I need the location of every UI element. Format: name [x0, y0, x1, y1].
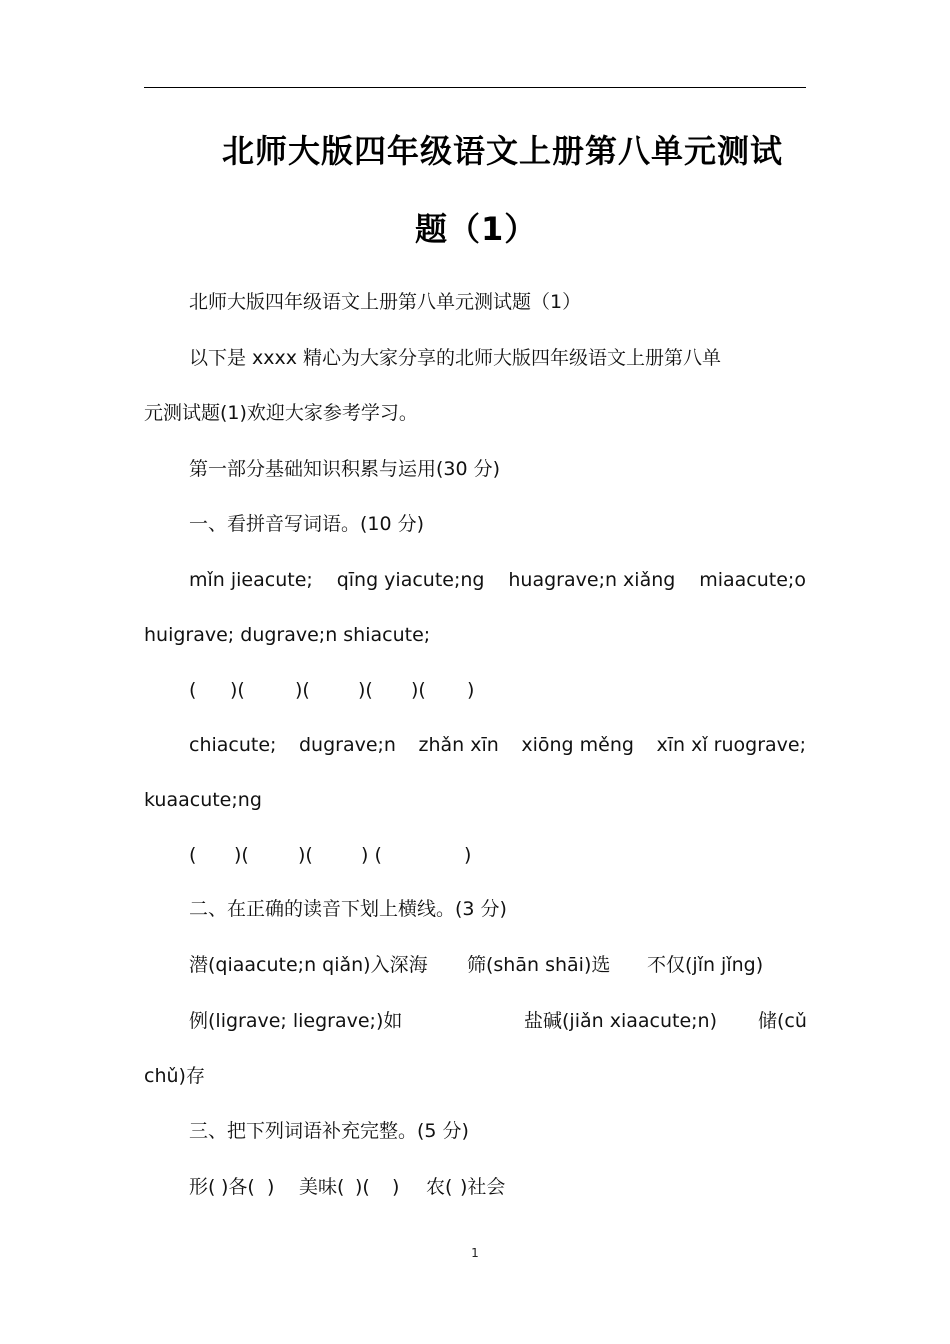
section2-heading: 二、在正确的读音下划上横线。(3 分): [189, 898, 507, 920]
reading-row-2-wrap: chǔ)存: [144, 1065, 205, 1087]
word-fragment: ): [267, 1176, 275, 1198]
reading-item: 盐碱(jiǎn xiaacute;n): [524, 1010, 717, 1032]
reading-item: 储(cǔ: [758, 1010, 807, 1032]
reading-row-1: [189, 952, 763, 978]
pinyin-item: mǐn jieacute;: [189, 569, 313, 591]
pinyin-item: dugrave;n: [298, 734, 396, 756]
blank-paren: )(: [411, 679, 426, 701]
blank-paren: )(: [295, 679, 310, 701]
reading-item: 筛(shān shāi)选: [467, 954, 611, 976]
word-fragment: 美味(: [299, 1176, 345, 1198]
intro-paragraph-line2: 元测试题(1)欢迎大家参考学习。: [144, 402, 418, 424]
document-subtitle: 北师大版四年级语文上册第八单元测试题（1）: [189, 291, 582, 313]
page-number: 1: [471, 1246, 479, 1260]
pinyin-item: huagrave;n xiǎng: [508, 569, 676, 591]
reading-item: 不仅(jǐn jǐng): [647, 954, 764, 976]
reading-item: 例(ligrave; liegrave;)如: [189, 1010, 403, 1032]
word-fragment: 农(: [426, 1176, 453, 1198]
pinyin-row-2: [189, 732, 806, 758]
pinyin-row-1-wrap: huigrave; dugrave;n shiacute;: [144, 624, 431, 646]
blank-paren: (: [189, 679, 197, 701]
pinyin-row-2-wrap: kuaacute;ng: [144, 789, 262, 811]
pinyin-item: zhǎn xīn: [418, 734, 499, 756]
answer-blanks-row-2: [189, 842, 471, 868]
pinyin-item: xīn xǐ ruograve;: [656, 734, 806, 756]
word-fragment: )各(: [221, 1176, 255, 1198]
word-fragment: ): [392, 1176, 400, 1198]
pinyin-item: qīng yiacute;ng: [336, 569, 485, 591]
pinyin-row-1: [189, 567, 806, 593]
word-fragment: 形(: [189, 1176, 216, 1198]
complete-words-row: [189, 1174, 505, 1200]
blank-paren: )(: [230, 679, 245, 701]
document-title-line1: 北师大版四年级语文上册第八单元测试: [222, 132, 784, 170]
blank-paren: ): [464, 844, 472, 866]
document-title-line2: 题（1）: [415, 210, 538, 248]
header-rule: [144, 87, 806, 88]
blank-paren: )(: [234, 844, 249, 866]
section1-heading: 一、看拼音写词语。(10 分): [189, 513, 425, 535]
pinyin-item: chiacute;: [189, 734, 277, 756]
word-fragment: )(: [355, 1176, 370, 1198]
blank-paren: )(: [298, 844, 313, 866]
word-fragment: )社会: [460, 1176, 506, 1198]
blank-paren: ): [467, 679, 475, 701]
blank-paren: (: [189, 844, 197, 866]
reading-row-2: [189, 1008, 807, 1034]
answer-blanks-row-1: [189, 677, 474, 703]
blank-paren: )(: [358, 679, 373, 701]
section3-heading: 三、把下列词语补充完整。(5 分): [189, 1120, 469, 1142]
intro-paragraph-line1: 以下是 xxxx 精心为大家分享的北师大版四年级语文上册第八单: [189, 347, 722, 369]
part1-heading: 第一部分基础知识积累与运用(30 分): [189, 458, 501, 480]
blank-paren: ) (: [361, 844, 382, 866]
pinyin-item: xiōng měng: [521, 734, 634, 756]
reading-item: 潜(qiaacute;n qiǎn)入深海: [189, 954, 428, 976]
pinyin-item: miaacute;o: [699, 569, 806, 591]
